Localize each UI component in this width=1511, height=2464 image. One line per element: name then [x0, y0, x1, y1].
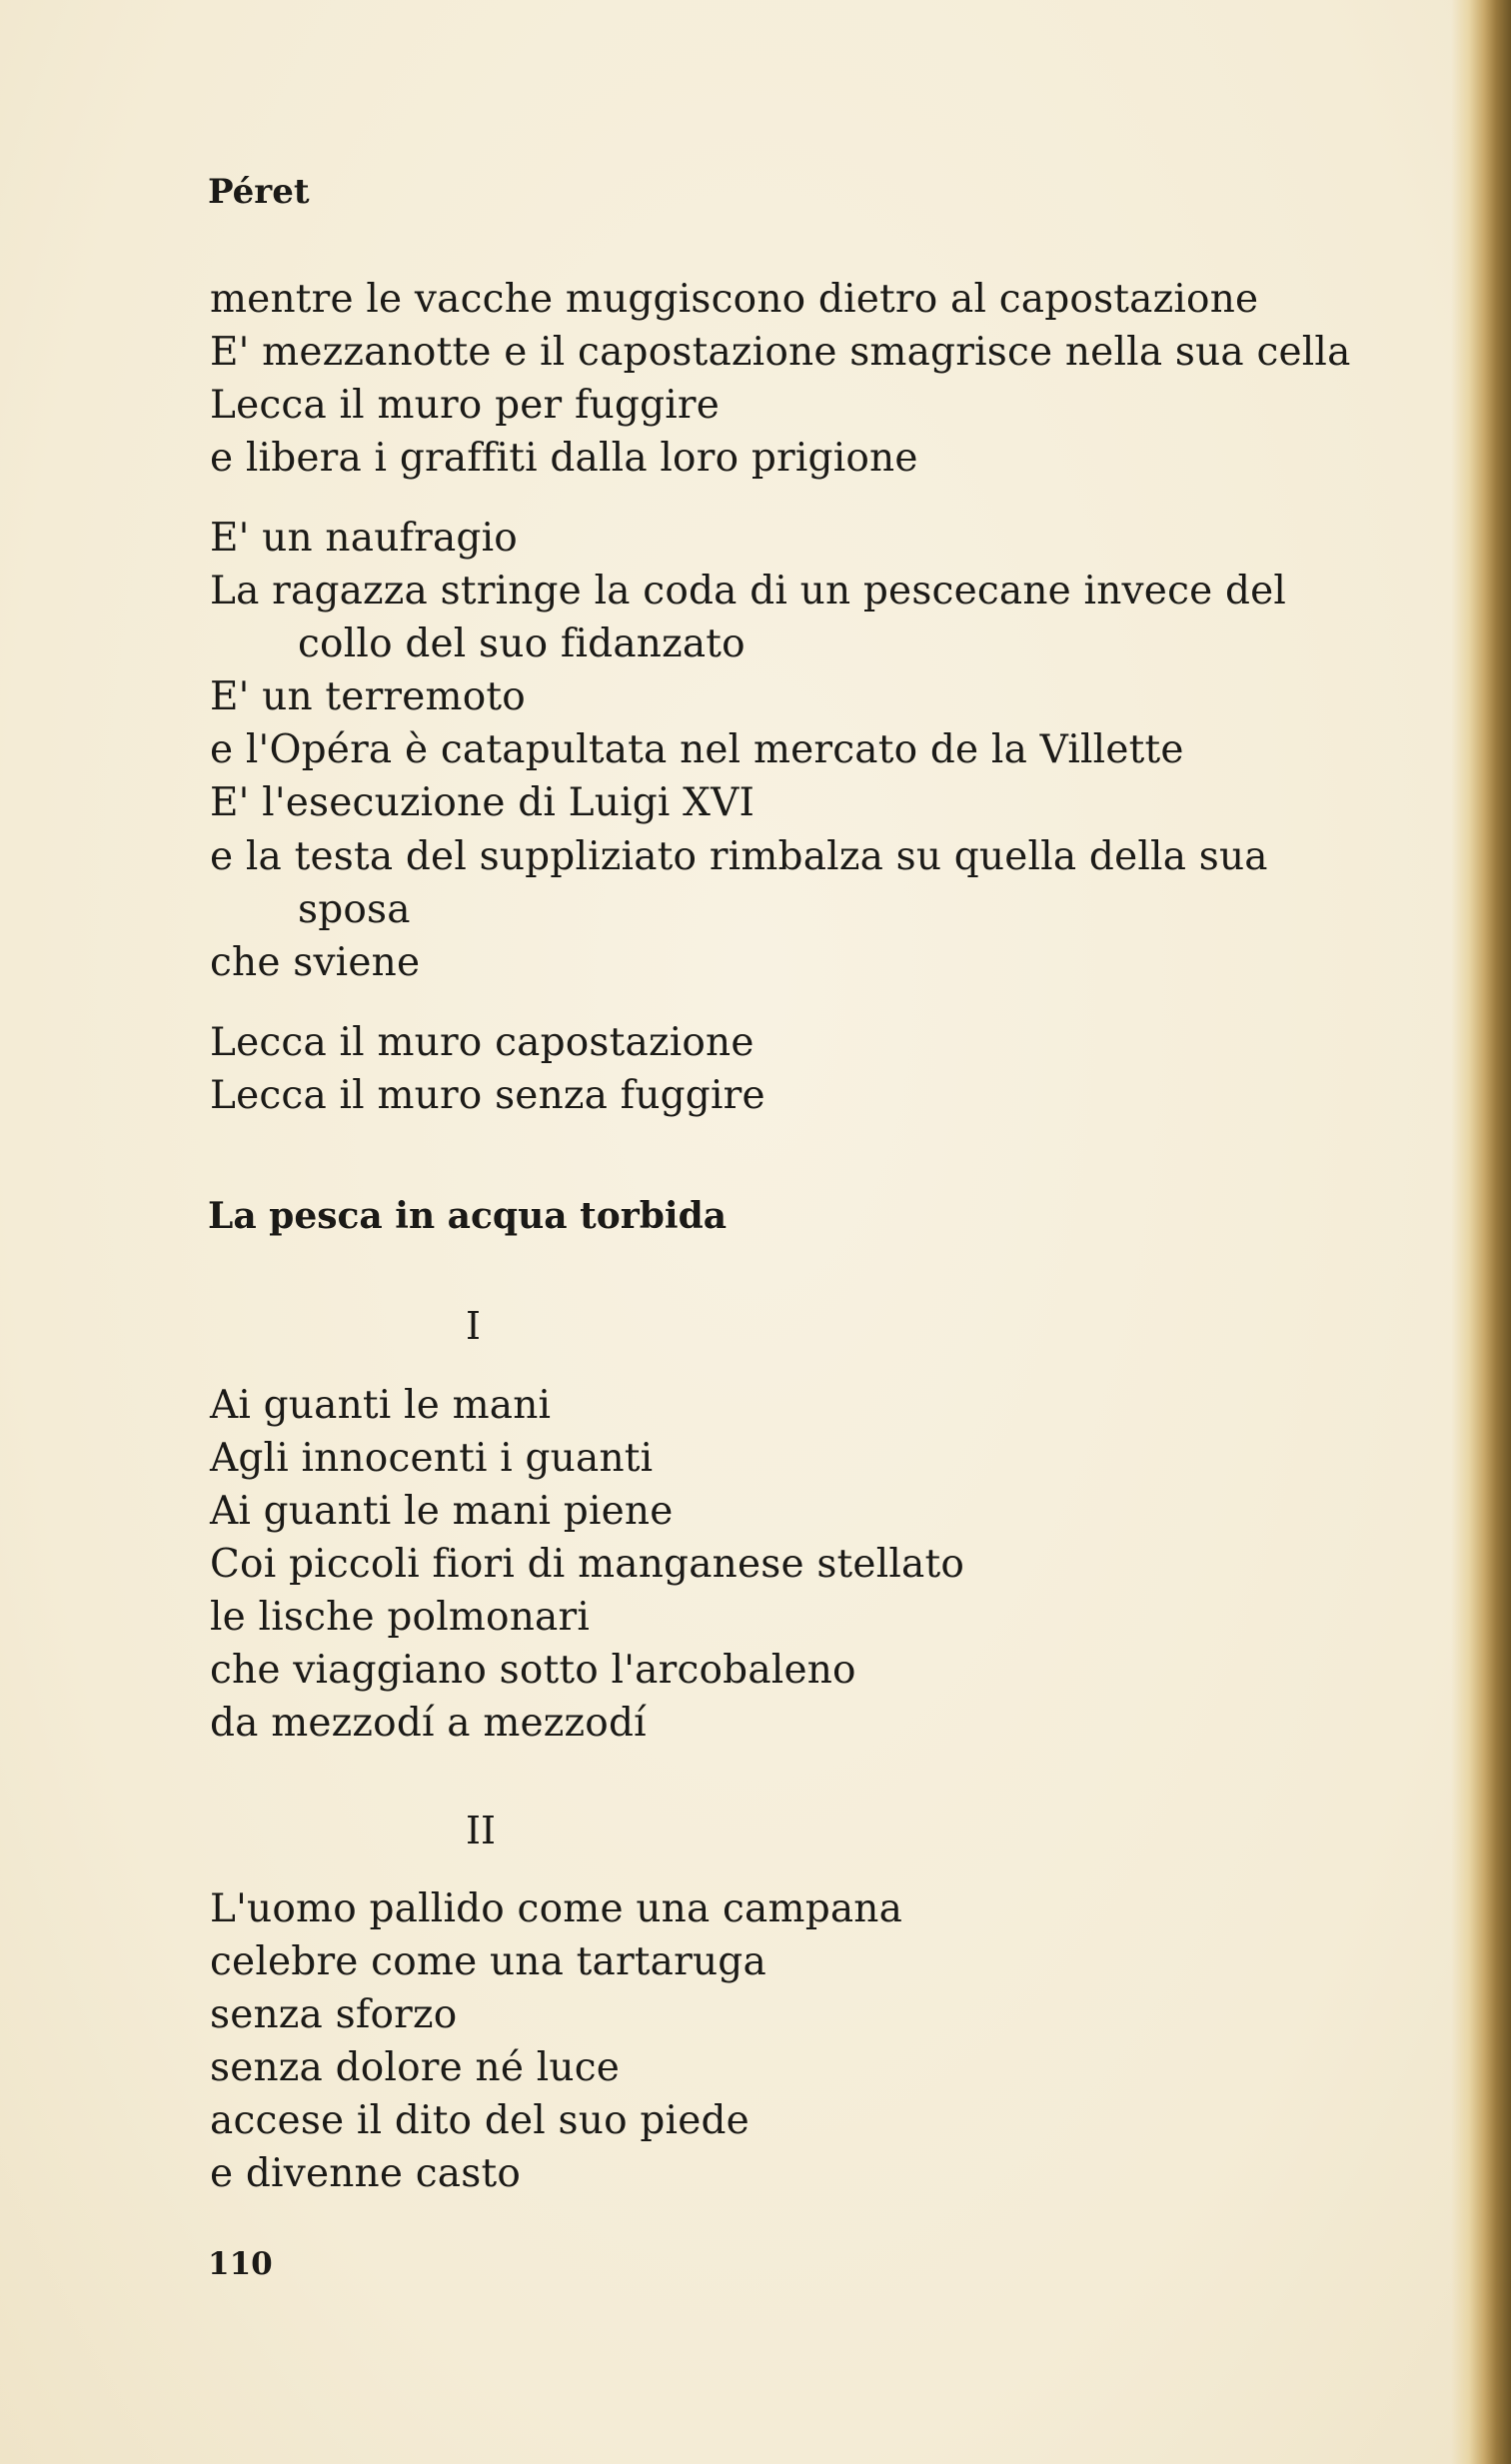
- section-numeral: I: [466, 1304, 482, 1348]
- poem-line: e libera i graffiti dalla loro prigione: [210, 436, 918, 481]
- poem-line: che sviene: [210, 940, 421, 985]
- poem-line: che viaggiano sotto l'arcobaleno: [210, 1648, 856, 1693]
- poem-line: e divenne casto: [210, 2151, 522, 2196]
- poem-line: E' mezzanotte e il capostazione smagrisce nella sua cella: [210, 330, 1351, 375]
- poem-line: le lische polmonari: [210, 1595, 591, 1640]
- poem-line: E' un terremoto: [210, 674, 526, 719]
- poem-line: L'uomo pallido come una campana: [210, 1886, 903, 1931]
- poem-line-continuation: collo del suo fidanzato: [298, 621, 746, 666]
- poem-line: Lecca il muro capostazione: [210, 1020, 755, 1065]
- page-edge-shadow: [1451, 0, 1511, 2464]
- section-numeral: II: [466, 1809, 497, 1852]
- poem-title: La pesca in acqua torbida: [208, 1195, 728, 1237]
- poem-line: accese il dito del suo piede: [210, 2098, 750, 2143]
- poem-line: Agli innocenti i guanti: [210, 1436, 654, 1481]
- poem-line: E' l'esecuzione di Luigi XVI: [210, 780, 756, 825]
- poem-line: Lecca il muro per fuggire: [210, 383, 721, 428]
- poem-line: Ai guanti le mani: [210, 1383, 552, 1428]
- running-head: Péret: [208, 172, 310, 212]
- poem-line: La ragazza stringe la coda di un pescecane invece del: [210, 569, 1287, 614]
- poem-line: Lecca il muro senza fuggire: [210, 1073, 765, 1118]
- poem-line: senza sforzo: [210, 1992, 458, 2037]
- poem-line: Coi piccoli fiori di manganese stellato: [210, 1542, 965, 1587]
- page-number: 110: [208, 2246, 273, 2282]
- poem-line: da mezzodí a mezzodí: [210, 1701, 647, 1746]
- poem-line: mentre le vacche muggiscono dietro al capostazione: [210, 277, 1259, 322]
- poem-line: e la testa del suppliziato rimbalza su quella della sua: [210, 834, 1268, 879]
- poem-line-continuation: sposa: [298, 887, 411, 932]
- poem-line: e l'Opéra è catapultata nel mercato de la Villette: [210, 727, 1184, 772]
- poem-line: senza dolore né luce: [210, 2045, 621, 2090]
- poem-line: celebre come una tartaruga: [210, 1939, 766, 1984]
- poem-line: E' un naufragio: [210, 516, 518, 561]
- poem-line: Ai guanti le mani piene: [210, 1489, 674, 1534]
